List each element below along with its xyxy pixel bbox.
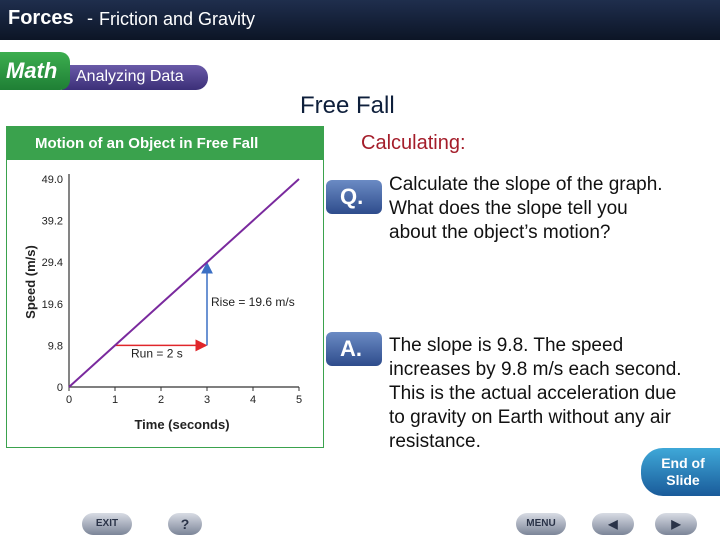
rise-label: Rise = 19.6 m/s	[211, 294, 295, 309]
end-of-slide-line2: Slide	[666, 472, 700, 488]
x-tick-label: 4	[249, 394, 257, 406]
menu-button[interactable]: MENU	[516, 513, 566, 535]
math-tab	[0, 52, 70, 90]
chart-title: Motion of an Object in Free Fall	[35, 135, 259, 152]
y-tick-label: 29.4	[41, 257, 63, 270]
y-tick-label: 0	[56, 382, 63, 394]
previous-slide-button[interactable]: ◀	[592, 513, 634, 535]
x-tick-label: 5	[295, 394, 303, 406]
x-tick-label: 2	[157, 394, 165, 406]
y-tick-label: 9.8	[47, 340, 63, 353]
x-tick-label: 1	[111, 394, 119, 406]
x-tick-label: 3	[203, 394, 211, 406]
y-tick-label: 49.0	[41, 174, 63, 186]
title-bar	[0, 0, 720, 40]
x-tick-label: 0	[65, 394, 73, 406]
math-label: Math	[6, 58, 58, 83]
run-label: Run = 2 s	[131, 346, 183, 361]
question-text: Calculate the slope of the graph. What does the slope tell you about the object’s motion?	[389, 174, 663, 243]
section-subtitle: Friction and Gravity	[99, 9, 256, 29]
end-of-slide-line1: End of	[661, 455, 705, 471]
x-axis-label: Time (seconds)	[134, 417, 230, 432]
chart-header	[7, 127, 323, 160]
series-line	[69, 179, 299, 387]
y-axis-label: Speed (m/s)	[23, 245, 38, 319]
question-badge-label: Q.	[340, 184, 364, 209]
chart-panel	[6, 126, 324, 448]
answer-badge-label: A.	[340, 336, 362, 361]
y-tick-label: 19.6	[41, 298, 63, 311]
question-badge	[326, 180, 382, 214]
slide-title: Free Fall	[300, 92, 395, 119]
section-label: Calculating:	[361, 132, 466, 154]
help-button[interactable]: ?	[168, 513, 202, 535]
analyzing-data-label: Analyzing Data	[76, 68, 184, 85]
chapter-title: Forces	[8, 7, 74, 29]
y-tick-label: 39.2	[41, 215, 63, 228]
next-slide-button[interactable]: ▶	[655, 513, 697, 535]
analyzing-data-tab	[62, 65, 208, 90]
exit-button[interactable]: EXIT	[82, 513, 132, 535]
answer-badge	[326, 332, 382, 366]
answer-text: The slope is 9.8. The speed increases by 9.8 m/s each second. This is the actual acceleration due to gravity on Earth without any air resistance.	[389, 335, 682, 452]
title-separator: -	[87, 8, 93, 28]
free-fall-chart	[7, 160, 323, 448]
end-of-slide-button[interactable]	[641, 448, 720, 496]
